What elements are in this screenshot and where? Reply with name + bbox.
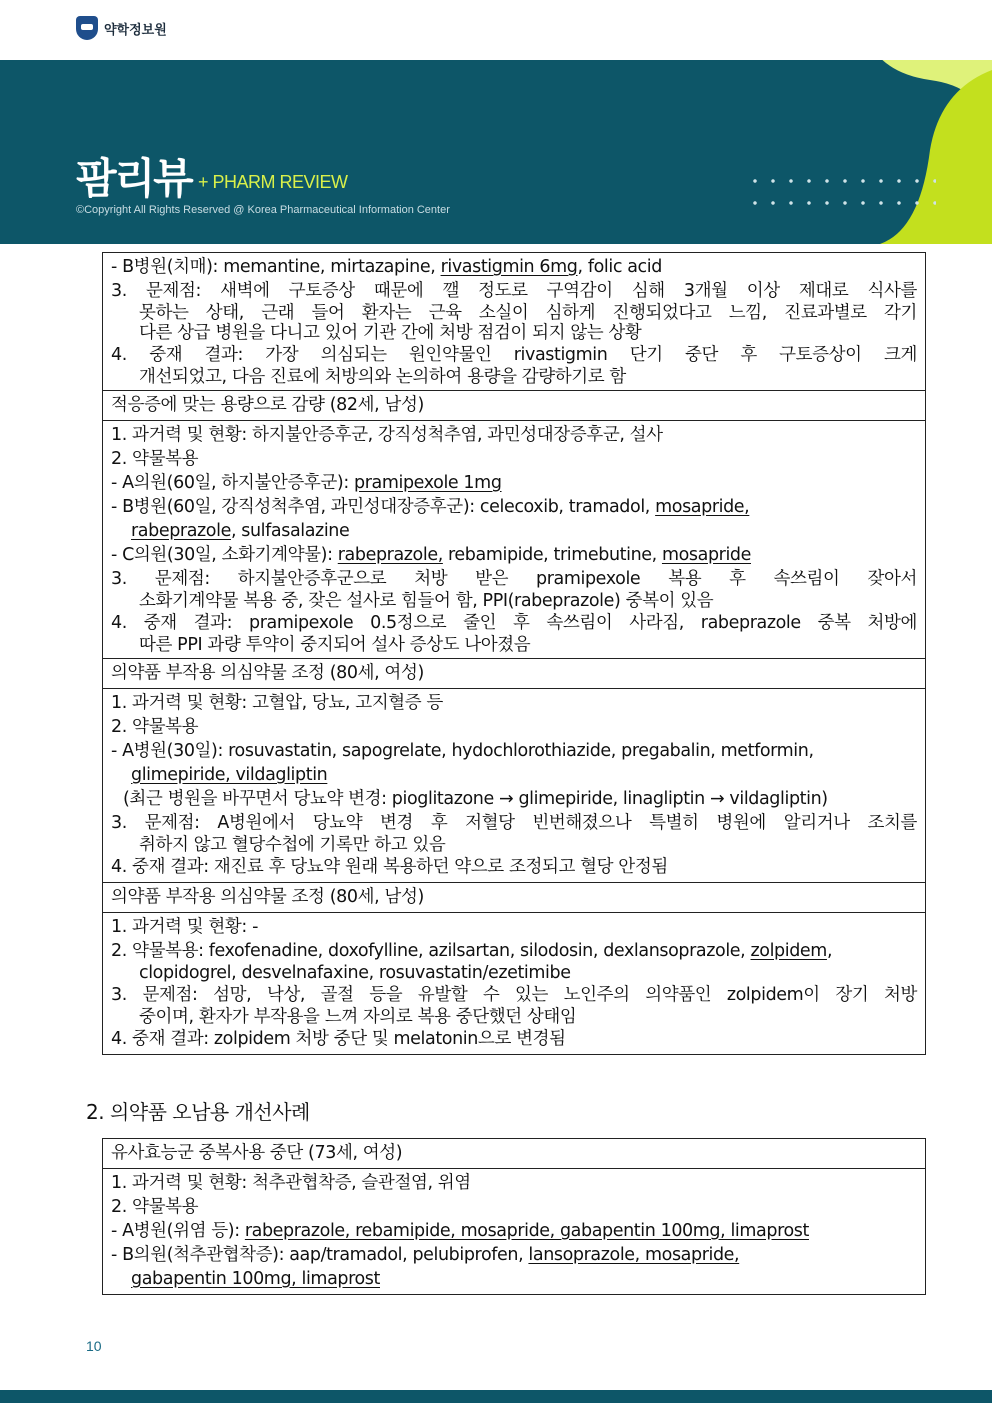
- case-title: [103, 659, 925, 689]
- text-line: 2. 약물복용: fexofenadine, doxofylline, azilsartan, silodosin, dexlansoprazole, zolpidem,: [111, 941, 833, 961]
- section-title: 2. 의약품 오남용 개선사례: [86, 1100, 310, 1124]
- shield-icon: [76, 16, 98, 40]
- text-line: - B의원(척추관협착증): aap/tramadol, pelubiprofen, lansoprazole, mosapride,: [111, 1245, 740, 1265]
- text-line: 2. 약물복용: [111, 717, 199, 737]
- case-title-text: 적응증에 맞는 용량으로 감량 (82세, 남성): [111, 395, 424, 415]
- text-line: 4. 중재 결과: 가장 의심되는 원인약물인 rivastigmin 단기 중단 후 구토증상이 크게: [111, 345, 917, 365]
- text-line: 취하지 않고 혈당수첩에 기록만 하고 있음: [139, 835, 446, 855]
- footer-bar: [0, 1390, 992, 1403]
- case-body: [103, 1169, 925, 1294]
- text-line: 2. 약물복용: [111, 1197, 199, 1217]
- case-body: [103, 913, 925, 1054]
- text-line: (최근 병원을 바꾸면서 당뇨약 변경: pioglitazone → glimepiride, linagliptin → vildagliptin): [123, 789, 828, 809]
- case-title: [103, 883, 925, 913]
- case-title-text: 의약품 부작용 의심약물 조정 (80세, 여성): [111, 663, 424, 683]
- text-line: - A의원(60일, 하지불안증후군): pramipexole 1mg: [111, 473, 502, 493]
- case-title-text: 의약품 부작용 의심약물 조정 (80세, 남성): [111, 887, 424, 907]
- text-line: rabeprazole, sulfasalazine: [131, 521, 350, 541]
- text-line: 중이며, 환자가 부작용을 느껴 자의로 복용 중단했던 상태임: [139, 1007, 577, 1027]
- logo-text: 약학정보원: [104, 22, 167, 38]
- text-line: 4. 중재 결과: 재진료 후 당뇨약 원래 복용하던 약으로 조정되고 혈당 안정됨: [111, 857, 668, 877]
- text-line: - A병원(위염 등): rabeprazole, rebamipide, mosapride, gabapentin 100mg, limaprost: [111, 1221, 809, 1241]
- text-line: 다른 상급 병원을 다니고 있어 기관 간에 처방 점검이 되지 않는 상황: [139, 323, 642, 343]
- case-title: [103, 391, 925, 421]
- header-band: [0, 60, 992, 244]
- text-line: - B병원(60일, 강직성척추염, 과민성대장증후군): celecoxib, tramadol, mosapride,: [111, 497, 750, 517]
- case-table-2: [102, 1138, 926, 1295]
- text-line: 4. 중재 결과: zolpidem 처방 중단 및 melatonin으로 변경됨: [111, 1029, 566, 1049]
- case-title-text: 유사효능군 중복사용 중단 (73세, 여성): [111, 1143, 403, 1163]
- page-subtitle: + PHARM REVIEW: [198, 172, 348, 192]
- text-line: - B병원(치매): memantine, mirtazapine, rivastigmin 6mg, folic acid: [111, 257, 662, 277]
- case-title: [103, 1139, 925, 1169]
- text-line: 3. 문제점: 새벽에 구토증상 때문에 깰 정도로 구역감이 심해 3개월 이상 제대로 식사를: [111, 281, 917, 301]
- text-line: 3. 문제점: 섬망, 낙상, 골절 등을 유발할 수 있는 노인주의 의약품인 zolpidem이 장기 처방: [111, 985, 917, 1005]
- case-table-1: [102, 252, 926, 1055]
- text-line: clopidogrel, desvelnafaxine, rosuvastatin/ezetimibe: [139, 963, 571, 983]
- text-line: 개선되었고, 다음 진료에 처방의와 논의하여 용량을 감량하기로 함: [139, 367, 626, 387]
- text-line: 1. 과거력 및 현황: 하지불안증후군, 강직성척추염, 과민성대장증후군, 설사: [111, 425, 663, 445]
- case-continuation: [103, 253, 925, 391]
- case-body: [103, 421, 925, 659]
- text-line: glimepiride, vildagliptin: [131, 765, 328, 785]
- dot-pattern: [746, 170, 936, 220]
- text-line: - C의원(30일, 소화기계약물): rabeprazole, rebamipide, trimebutine, mosapride: [111, 545, 751, 565]
- text-line: 3. 문제점: 하지불안증후군으로 처방 받은 pramipexole 복용 후 속쓰림이 잦아서: [111, 569, 917, 589]
- logo: [76, 16, 167, 40]
- text-line: 소화기계약물 복용 중, 잦은 설사로 힘들어 함, PPI(rabeprazole) 중복이 있음: [139, 591, 714, 611]
- copyright-text: ©Copyright All Rights Reserved @ Korea Pharmaceutical Information Center: [76, 204, 450, 216]
- text-line: 3. 문제점: A병원에서 당뇨약 변경 후 저혈당 빈번해졌으나 특별히 병원에 알리거나 조치를: [111, 813, 917, 833]
- text-line: 못하는 상태, 근래 들어 환자는 근육 소실이 심하게 진행되었다고 느낌, 진료과별로 각기: [139, 303, 917, 323]
- page-title: 팜리뷰: [76, 154, 192, 203]
- text-line: 1. 과거력 및 현황: -: [111, 917, 258, 937]
- page-number: 10: [86, 1338, 102, 1354]
- text-line: 2. 약물복용: [111, 449, 199, 469]
- text-line: - A병원(30일): rosuvastatin, sapogrelate, hydochlorothiazide, pregabalin, metformin,: [111, 741, 814, 761]
- case-body: [103, 689, 925, 883]
- text-line: 1. 과거력 및 현황: 척추관협착증, 슬관절염, 위염: [111, 1173, 471, 1193]
- text-line: 1. 과거력 및 현황: 고혈압, 당뇨, 고지혈증 등: [111, 693, 443, 713]
- text-line: gabapentin 100mg, limaprost: [131, 1269, 380, 1289]
- text-line: 따른 PPI 과량 투약이 중지되어 설사 증상도 나아졌음: [139, 635, 531, 655]
- text-line: 4. 중재 결과: pramipexole 0.5정으로 줄인 후 속쓰림이 사라짐, rabeprazole 중복 처방에: [111, 613, 917, 633]
